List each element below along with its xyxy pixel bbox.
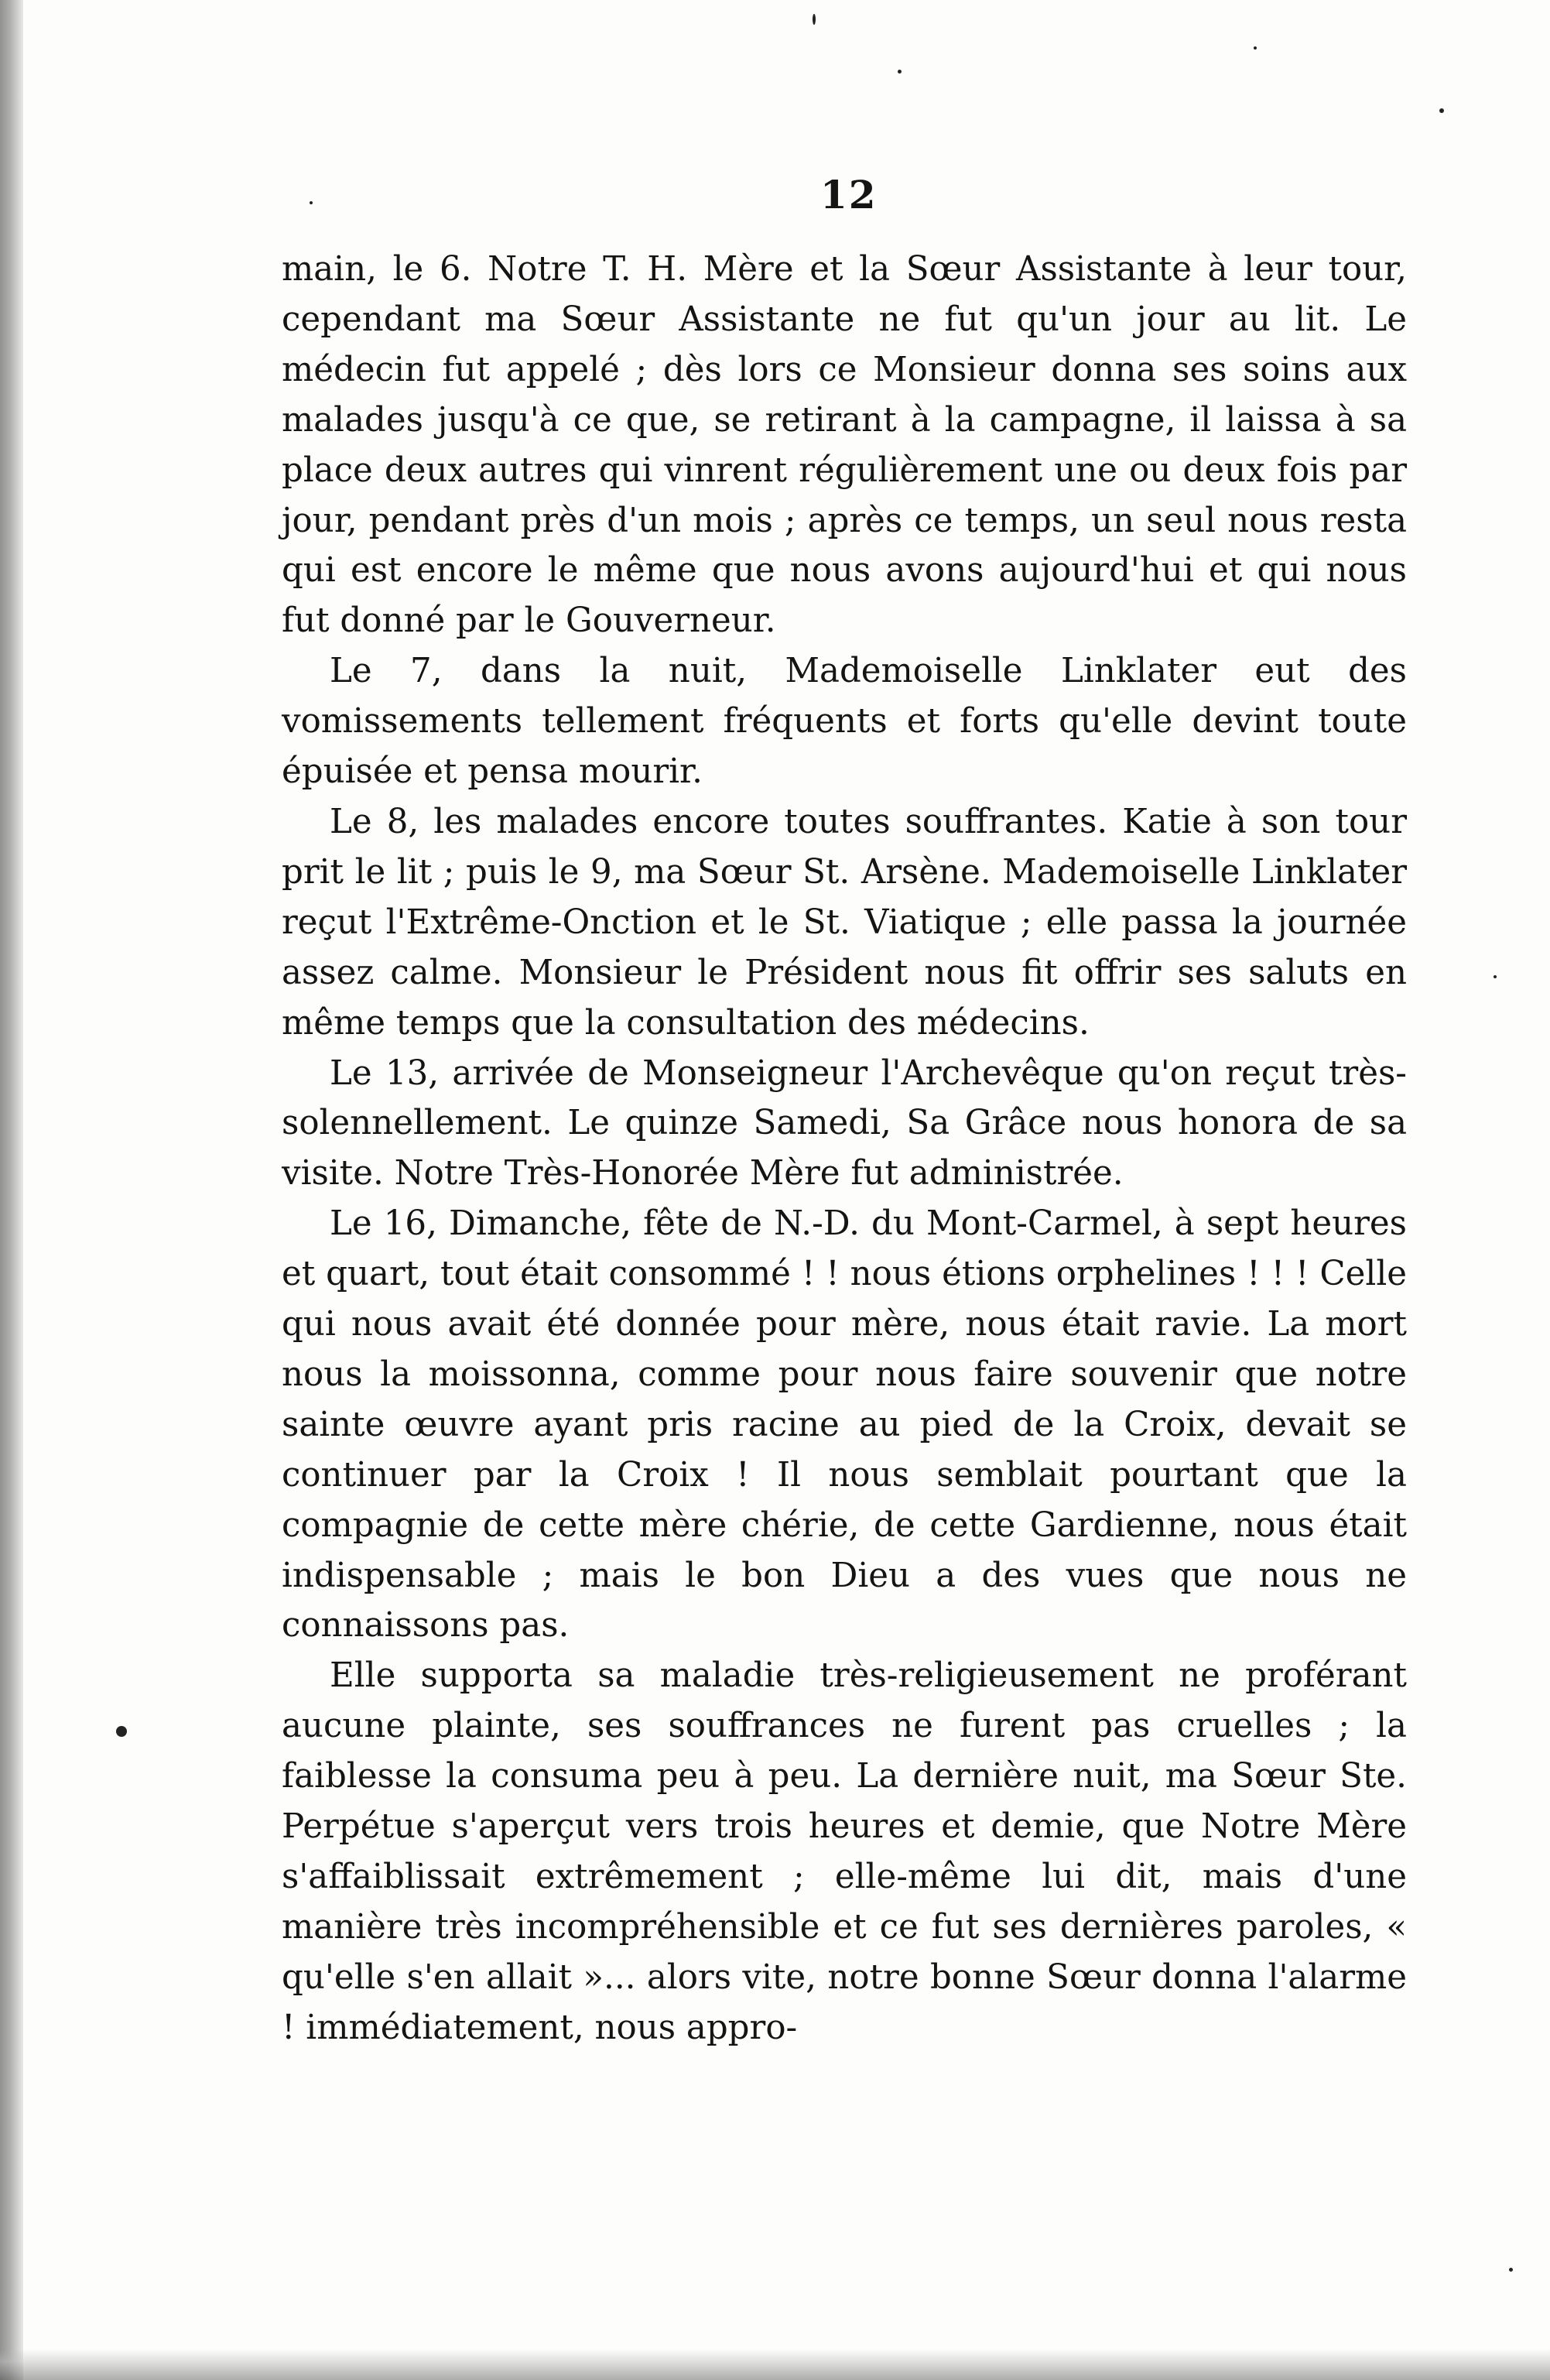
scan-speckle: [1509, 2268, 1513, 2272]
page-bottom-shadow: [0, 2349, 1550, 2380]
page-binding-shadow: [0, 0, 23, 2380]
paragraph: Le 13, arrivée de Monseigneur l'Archevêque qu'on reçut très-solennellement. Le quinze Samedi, Sa Grâce nous honora de sa visite. Notre Très-Honorée Mère fut administrée.: [282, 1053, 1407, 1193]
scan-speckle: [813, 14, 816, 25]
paragraph: Elle supporta sa maladie très-religieusement ne proférant aucune plainte, ses souffrances ne furent pas cruelles ; la faiblesse la consuma peu à peu. La dernière nuit, ma Sœur Ste. Perpétue s'aperçut vers trois heures et demie, que Notre Mère s'affaiblissait extrêmement ; elle-même lui dit, mais d'une manière très incompréhensible et ce fut ses dernières paroles, « qu'elle s'en allait »... alors vite, notre bonne Sœur donna l'alarme ! immédiatement, nous appro-: [282, 1656, 1407, 2047]
paragraph: Le 7, dans la nuit, Mademoiselle Linklater eut des vomissements tellement fréquents et forts qu'elle devint toute épuisée et pensa mourir.: [282, 652, 1407, 792]
scan-speckle: [898, 70, 902, 74]
body-text: [282, 245, 1407, 2053]
paragraph: Le 16, Dimanche, fête de N.-D. du Mont-Carmel, à sept heures et quart, tout était consommé ! ! nous étions orphelines ! ! ! Celle qui nous avait été donnée pour mère, nous était ravie. La mort nous la moissonna, comme pour nous faire souvenir que notre sainte œuvre ayant pris racine au pied de la Croix, devait se continuer par la Croix ! Il nous semblait pourtant que la compagnie de cette mère chérie, de cette Gardienne, nous était indispensable ; mais le bon Dieu a des vues que nous ne connaissons pas.: [282, 1204, 1407, 1645]
paragraph: Le 8, les malades encore toutes souffrantes. Katie à son tour prit le lit ; puis le 9, ma Sœur St. Arsène. Mademoiselle Linklater reçut l'Extrême-Onction et le St. Viatique ; elle passa la journée assez calme. Monsieur le Président nous fit offrir ses saluts en même temps que la consultation des médecins.: [282, 802, 1407, 1043]
scan-speckle: [1439, 108, 1444, 113]
scan-speckle: [116, 1726, 127, 1737]
paragraph: main, le 6. Notre T. H. Mère et la Sœur Assistante à leur tour, cependant ma Sœur Assistante ne fut qu'un jour au lit. Le médecin fut appelé ; dès lors ce Monsieur donna ses soins aux malades jusqu'à ce que, se retirant à la campagne, il laissa à sa place deux autres qui vinrent régulièrement une ou deux fois par jour, pendant près d'un mois ; après ce temps, un seul nous resta qui est encore le même que nous avons aujourd'hui et qui nous fut donné par le Gouverneur.: [282, 250, 1407, 641]
scan-speckle: [1494, 975, 1497, 978]
scan-speckle: [1254, 46, 1257, 50]
page-number: 12: [820, 172, 878, 217]
scan-speckle: [310, 201, 313, 204]
